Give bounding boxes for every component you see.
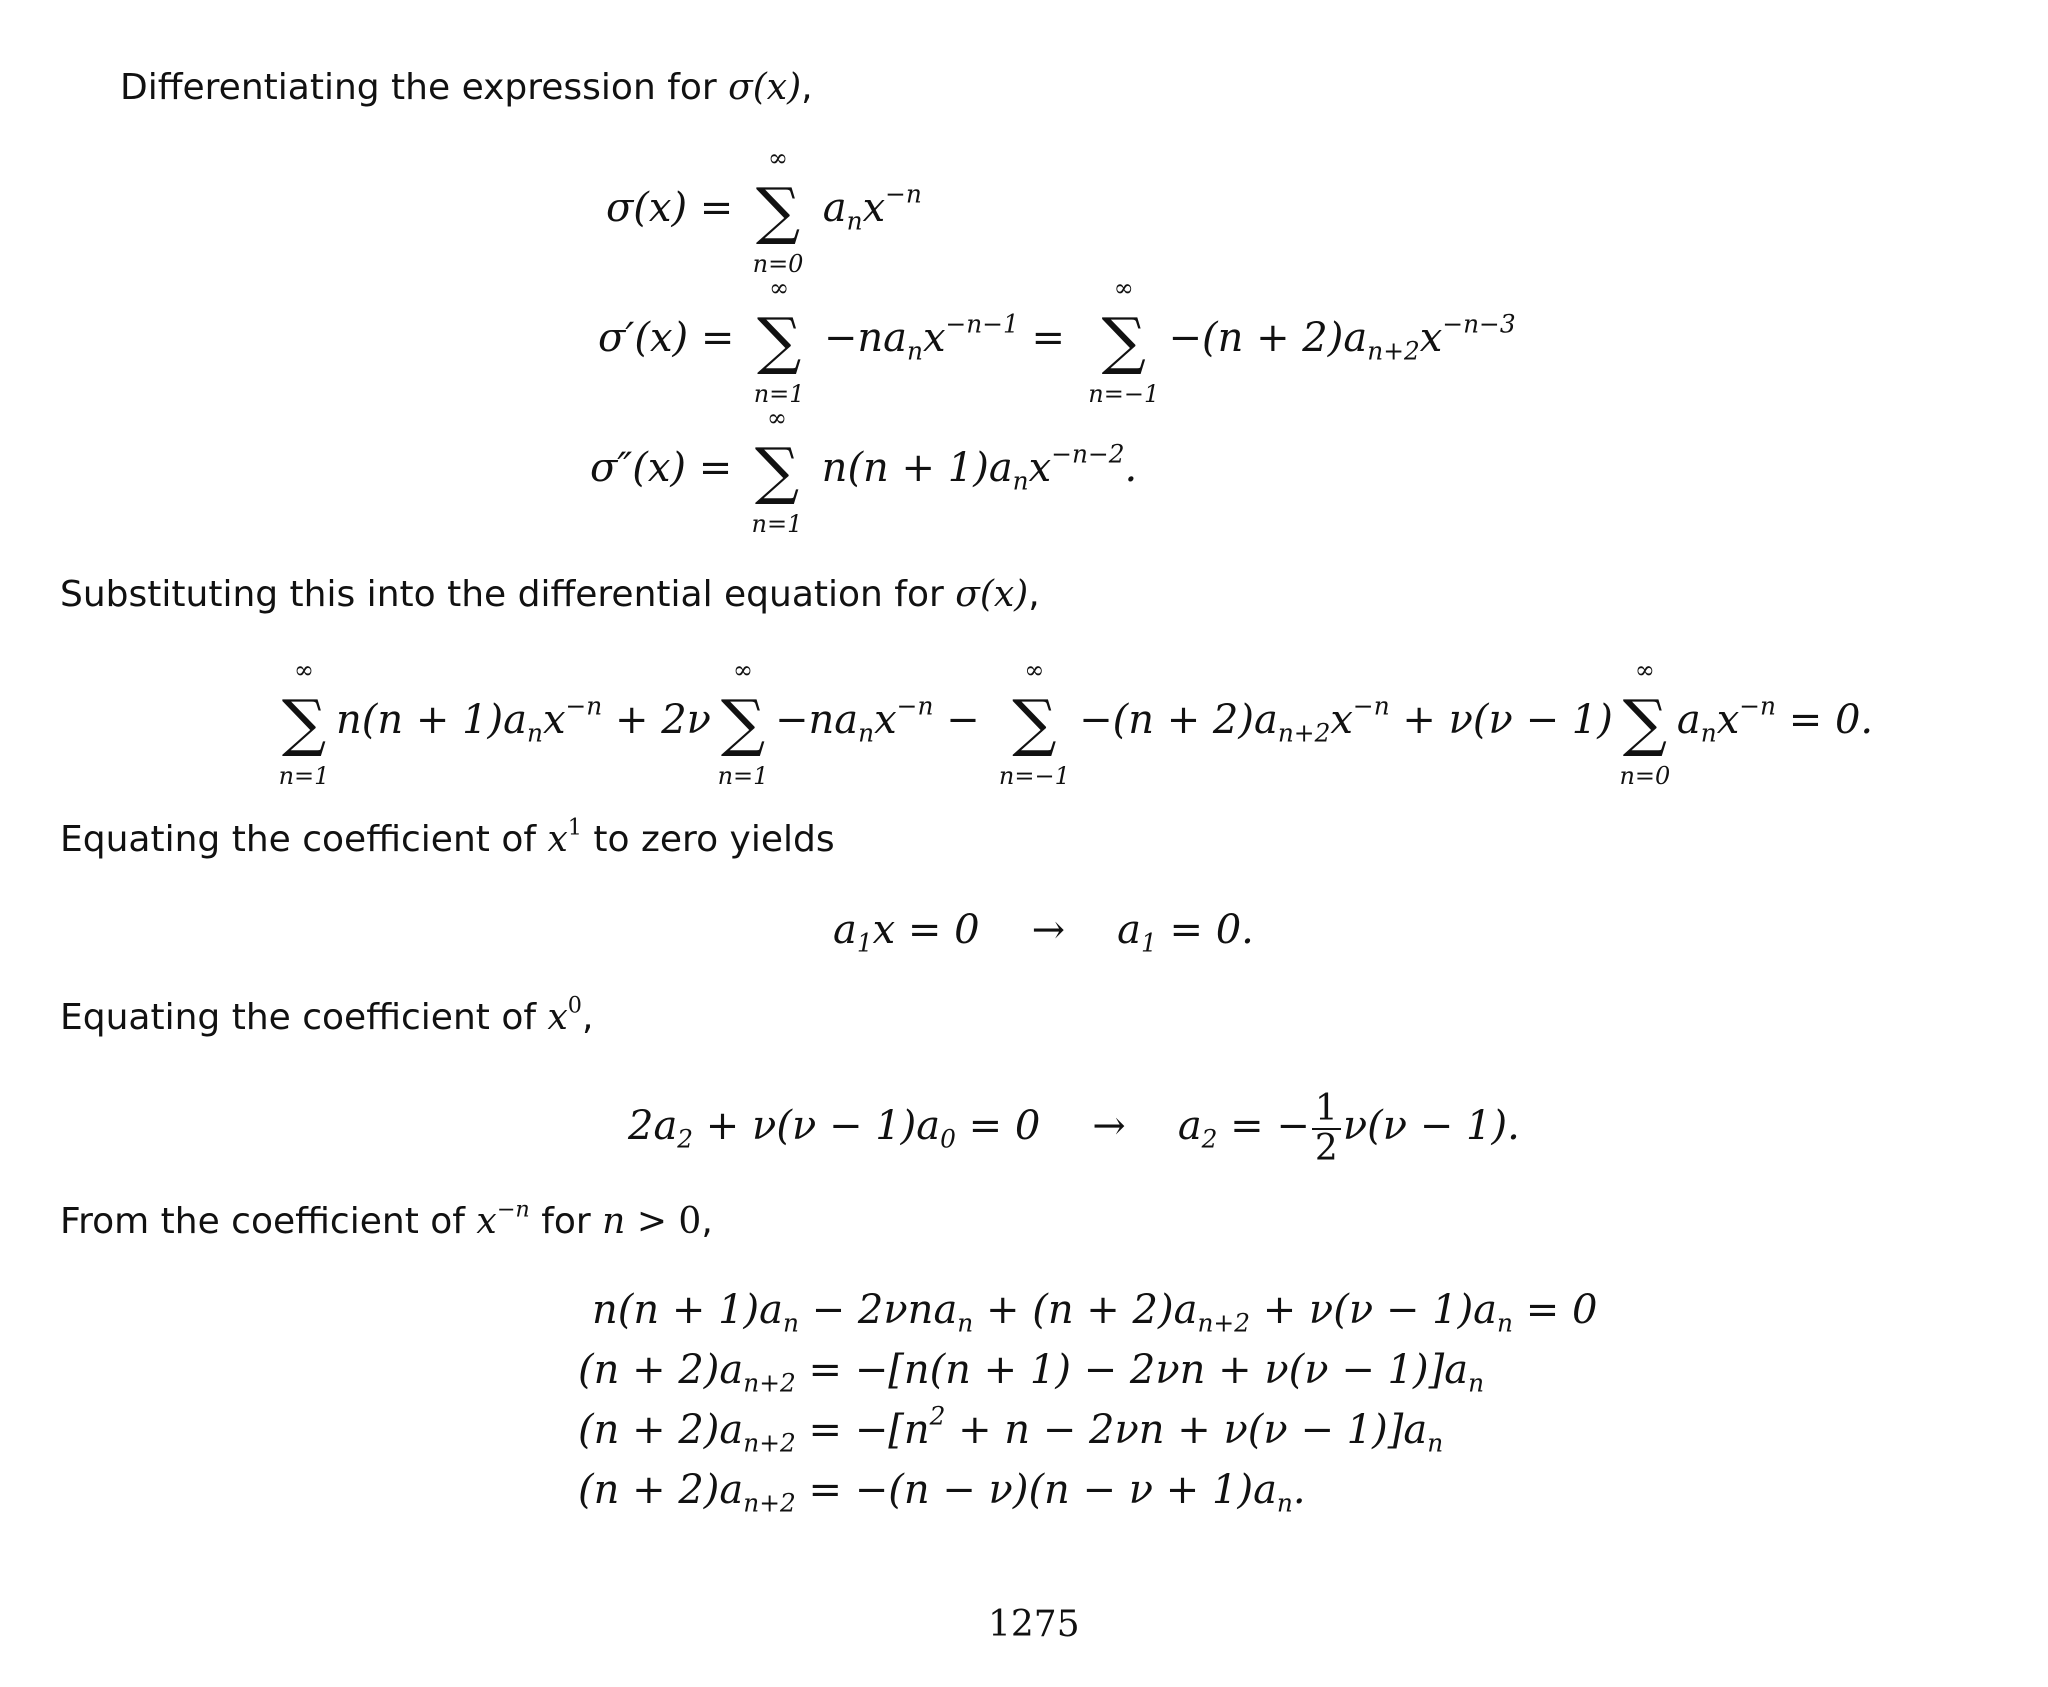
math-x-power-1: $x^1$ [547, 814, 582, 860]
paragraph-3-end: to zero yields [581, 819, 835, 860]
paragraph-5-end: , [701, 1201, 713, 1242]
paragraph-1-end: , [801, 67, 813, 108]
sum-symbol: ∞ ∑ n=1 [751, 404, 803, 538]
sum-symbol: ∞ ∑ n=0 [752, 144, 804, 278]
paragraph-1-text: Differentiating the expression for [120, 67, 729, 108]
equation-sigma-double-prime: σ″(x) = ∞ ∑ n=1 $n(n + 1)a_nx^{-n-2}$. [590, 404, 1138, 538]
paragraph-1 [120, 67, 813, 108]
math-sigma-x: σ(x) [728, 67, 802, 108]
arrow-icon: → [1092, 1102, 1126, 1149]
sum-symbol: ∞ ∑ n=1 [278, 656, 330, 790]
sum-symbol: ∞ ∑ n=1 [717, 656, 769, 790]
paragraph-5-mid: for [529, 1201, 603, 1242]
paragraph-4 [60, 992, 594, 1038]
sum-symbol: ∞ ∑ n=−1 [998, 656, 1070, 790]
sum-symbol: ∞ ∑ n=−1 [1088, 274, 1160, 408]
paragraph-2-text: Substituting this into the differential equation for [60, 574, 956, 615]
sum-symbol: ∞ ∑ n=0 [1619, 656, 1671, 790]
sum-symbol: ∞ ∑ n=1 [753, 274, 805, 408]
equation-recurrence-2: $(n + 2)a_{n+2} = -[n(n + 1) - 2\nu n + \nu(\nu - 1)]a_n$ [578, 1347, 1485, 1398]
equation-recurrence-1: $n(n + 1)a_n - 2\nu na_n + (n + 2)a_{n+2} + \nu(\nu - 1)a_n = 0$ [592, 1287, 1598, 1338]
math-n-greater-zero: n > 0 [602, 1201, 702, 1242]
equation-recurrence-4: $(n + 2)a_{n+2} = -(n - \nu)(n - \nu + 1)a_n$. [578, 1467, 1306, 1518]
math-x-power-0: $x^0$ [547, 992, 582, 1038]
math-x-power-neg-n: $x^{-n}$ [476, 1196, 530, 1242]
equation-a1: $a_1x = 0 \to a_1 = 0$. [833, 907, 1254, 958]
arrow-icon: → [1031, 907, 1066, 953]
equation-a2: $2a_2 + \nu(\nu - 1)a_0 = 0 \to a_2$ = − $\frac{1}{2}$ ν(ν − 1). [628, 1088, 1520, 1169]
paragraph-2-end: , [1028, 574, 1040, 615]
paragraph-4-text: Equating the coefficient of [60, 997, 548, 1038]
paragraph-3 [60, 814, 835, 860]
equation-substituted: ∞ ∑ n=1 $n(n + 1)a_nx^{-n} + 2\nu$ ∞ ∑ n=1 $-na_nx^{-n}$ − ∞ ∑ n=−1 $-(n + 2)a_{n+2}x^{-n} + \nu(\nu - 1)$ ∞ ∑ n=0 $a_nx^{-n} = 0$. [272, 692, 1873, 754]
page-number: 1275 [988, 1604, 1080, 1645]
math-sigma-x: σ(x) [955, 574, 1029, 615]
paragraph-3-text: Equating the coefficient of [60, 819, 548, 860]
paragraph-4-end: , [581, 997, 594, 1038]
paragraph-5 [60, 1196, 713, 1242]
paragraph-2 [60, 574, 1040, 615]
equation-sigma: σ(x) = ∞ ∑ n=0 $a_nx^{-n}$ [606, 144, 922, 278]
paragraph-5-text: From the coefficient of [60, 1201, 477, 1242]
fraction-one-half: $\frac{1}{2}$ [1312, 1090, 1341, 1168]
equation-sigma-prime: σ′(x) = ∞ ∑ n=1 $-na_nx^{-n-1}$ = ∞ ∑ n=−1 $-(n + 2)a_{n+2}x^{-n-3}$ [598, 274, 1516, 408]
equation-recurrence-3: $(n + 2)a_{n+2} = -[n^2 + n - 2\nu n + \nu(\nu - 1)]a_n$ [578, 1401, 1444, 1458]
